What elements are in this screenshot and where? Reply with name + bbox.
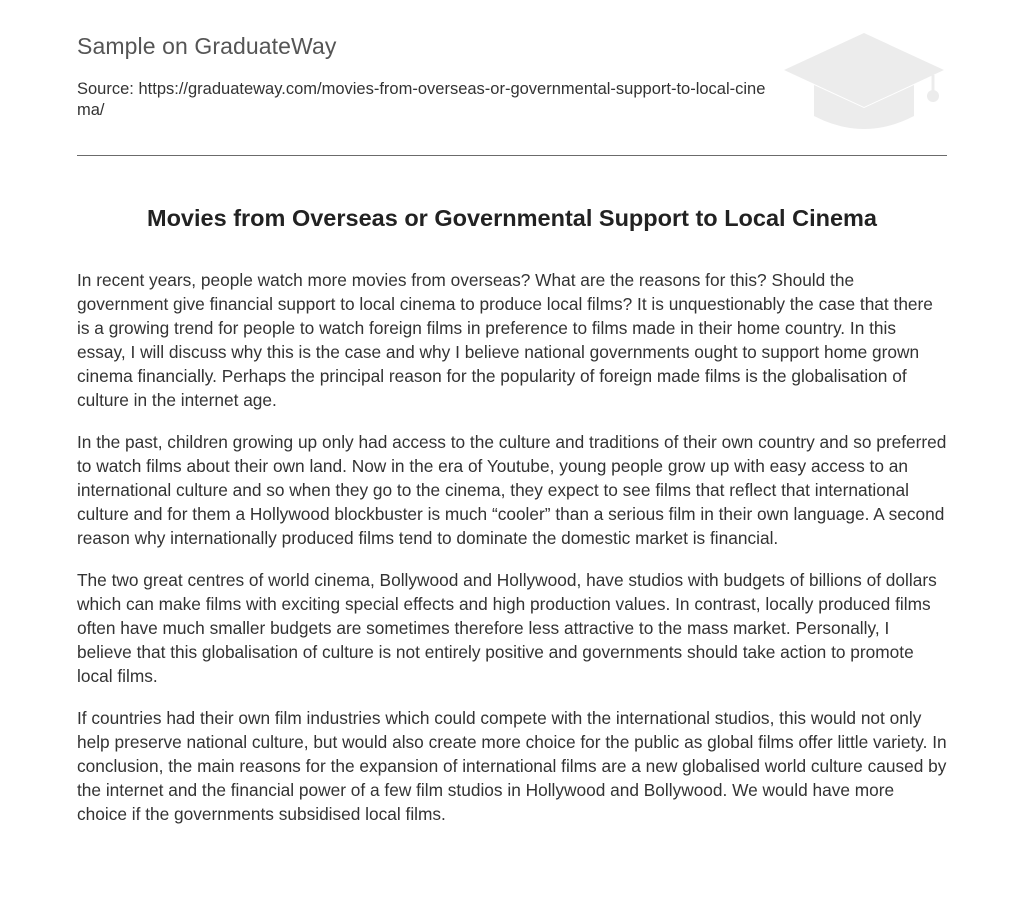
graduation-cap-icon: [781, 30, 947, 134]
paragraph-1: In recent years, people watch more movies from overseas? What are the reasons for this? Should the government give financial support to local cinema to produce local films? It is unquestionably the case that there is a growing trend for people to watch foreign films in preference to films made in their home country. In this essay, I will discuss why this is the case and why I believe national governments ought to support home grown cinema financially. Perhaps the principal reason for the popularity of foreign made films is the globalisation of culture in the internet age.: [77, 270, 933, 410]
source-link[interactable]: https://graduateway.com/movies-from-overseas-or-governmental-support-to-local-cinema/: [77, 80, 766, 119]
paragraph-2: In the past, children growing up only had access to the culture and traditions of their own country and so preferred to watch films about their own land. Now in the era of Youtube, young people grow up with easy access to an international culture and so when they go to the cinema, they expect to see films that reflect that international culture and for them a Hollywood blockbuster is much “cooler” than a serious film in their own language. A second reason why internationally produced films tend to dominate the domestic market is financial.: [77, 432, 947, 548]
paragraph-3: The two great centres of world cinema, Bollywood and Hollywood, have studios with budgets of billions of dollars which can make films with exciting special effects and high production values. In contrast, locally produced films often have much smaller budgets are sometimes therefore less attractive to the mass market. Personally, I believe that this globalisation of culture is not entirely positive and governments should take action to promote local films.: [77, 570, 937, 686]
cap-tassel-end: [927, 90, 939, 102]
source-label: Source:: [77, 80, 134, 98]
site-title: Sample on GraduateWay: [77, 33, 337, 59]
document-page: [77, 0, 947, 824]
paragraph-4: If countries had their own film industries which could compete with the international studios, this would not only help preserve national culture, but would also create more choice for the public as global films offer little variety. In conclusion, the main reasons for the expansion of international films are a new globalised world culture caused by the internet and the financial power of a few film studios in Hollywood and Bollywood. We would have more choice if the governments subsidised local films.: [77, 708, 947, 824]
article-body: [77, 268, 947, 844]
source-line: [77, 79, 777, 121]
cap-board: [784, 33, 944, 107]
article-title: Movies from Overseas or Governmental Support to Local Cinema: [147, 205, 877, 231]
page-header: [77, 0, 947, 156]
